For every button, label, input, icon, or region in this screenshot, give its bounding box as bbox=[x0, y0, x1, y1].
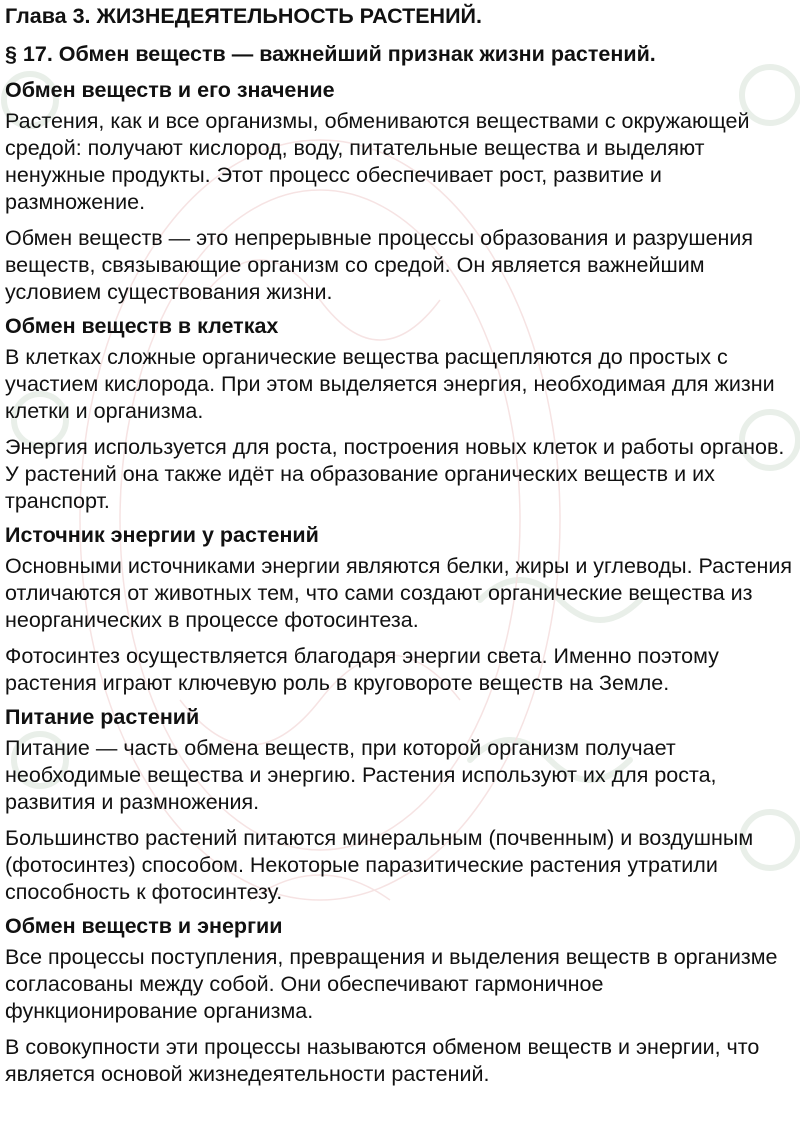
paragraph: Фотосинтез осуществляется благодаря энергии света. Именно поэтому растения играют ключевую роль в круговороте веществ на Земле. bbox=[5, 644, 719, 695]
content-block-metabolism-and-energy bbox=[5, 913, 795, 1088]
content-block-metabolism-significance bbox=[5, 77, 795, 306]
section-title: § 17. Обмен веществ — важнейший признак жизни растений. bbox=[5, 42, 656, 66]
block-heading: Источник энергии у растений bbox=[5, 523, 319, 547]
paragraph: Основными источниками энергии являются белки, жиры и углеводы. Растения отличаются от животных тем, что сами создают органические вещества из неорганических в процессе фотосинтеза. bbox=[5, 554, 792, 632]
content-block-plant-nutrition bbox=[5, 704, 795, 906]
paragraph: Энергия используется для роста, построения новых клеток и работы органов. У растений она также идёт на образование органических веществ и их транспорт. bbox=[5, 435, 785, 513]
content-block-metabolism-in-cells bbox=[5, 313, 795, 515]
block-heading: Обмен веществ и энергии bbox=[5, 914, 283, 938]
paragraph: Все процессы поступления, превращения и выделения веществ в организме согласованы между собой. Они обеспечивают гармоничное функционирование организма. bbox=[5, 945, 778, 1023]
chapter-title: Глава 3. ЖИЗНЕДЕЯТЕЛЬНОСТЬ РАСТЕНИЙ. bbox=[5, 4, 482, 28]
block-heading: Обмен веществ и его значение bbox=[5, 78, 335, 102]
paragraph: В совокупности эти процессы называются обменом веществ и энергии, что является основой жизнедеятельности растений. bbox=[5, 1035, 760, 1086]
block-heading: Обмен веществ в клетках bbox=[5, 314, 279, 338]
paragraph: Обмен веществ — это непрерывные процессы образования и разрушения веществ, связывающие организм со средой. Он является важнейшим условием существования жизни. bbox=[5, 226, 754, 304]
block-heading: Питание растений bbox=[5, 705, 200, 729]
content-block-energy-source bbox=[5, 522, 795, 697]
paragraph: Растения, как и все организмы, обмениваются веществами с окружающей средой: получают кислород, воду, питательные вещества и выделяют ненужные продукты. Этот процесс обеспечивает рост, развитие и размножение. bbox=[5, 109, 750, 214]
paragraph: Большинство растений питаются минеральным (почвенным) и воздушным (фотосинтез) способом. Некоторые паразитические растения утратили способность к фотосинтезу. bbox=[5, 826, 754, 904]
paragraph: Питание — часть обмена веществ, при которой организм получает необходимые вещества и энергию. Растения используют их для роста, развития и размножения. bbox=[5, 736, 717, 814]
paragraph: В клетках сложные органические вещества расщепляются до простых с участием кислорода. При этом выделяется энергия, необходимая для жизни клетки и организма. bbox=[5, 345, 775, 423]
